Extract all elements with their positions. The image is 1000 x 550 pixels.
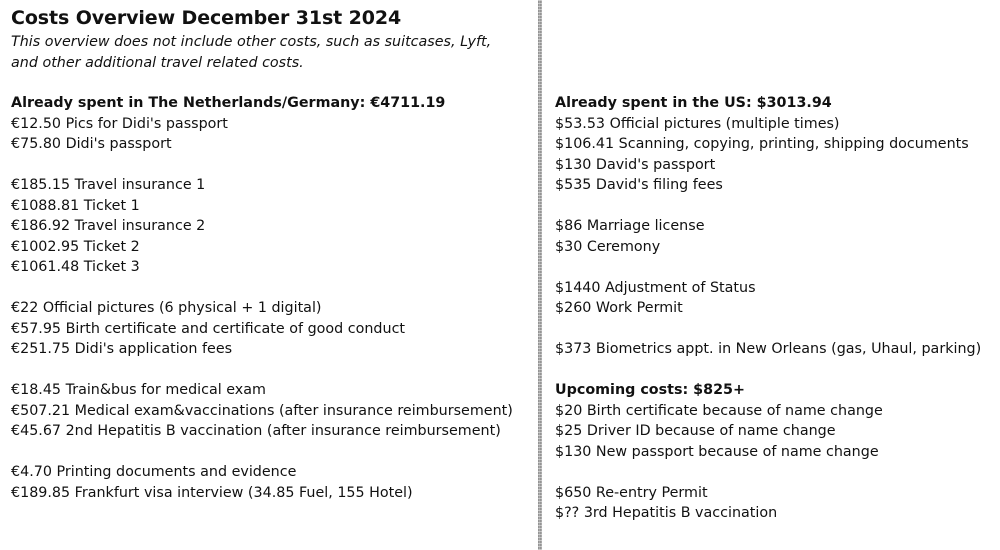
cost-line: $86 Marriage license	[555, 218, 705, 234]
spacer	[11, 155, 513, 176]
cost-group	[11, 175, 513, 278]
cost-line: €57.95 Birth certificate and certificate of good conduct	[11, 320, 406, 337]
section-netherlands-germany	[11, 93, 513, 503]
cost-group	[11, 380, 513, 442]
subtitle-line: and other additional travel related costs.	[11, 54, 304, 71]
cost-line: €185.15 Travel insurance 1	[11, 177, 206, 193]
cost-line: $535 David's filing fees	[555, 177, 723, 193]
section-heading: Upcoming costs: $825+	[555, 382, 745, 398]
cost-line: $650 Re-entry Permit	[555, 484, 708, 501]
spacer	[11, 278, 513, 299]
cost-line: €1088.81 Ticket 1	[11, 197, 140, 214]
subtitle-line: This overview does not include other costs, such as suitcases, Lyft,	[11, 34, 492, 50]
cost-group	[555, 401, 981, 463]
cost-group	[11, 298, 513, 360]
spacer	[11, 442, 513, 463]
cost-line: €186.92 Travel insurance 2	[11, 218, 206, 234]
cost-line: €18.45 Train&bus for medical exam	[11, 382, 266, 398]
cost-line: €12.50 Pics for Didi's passport	[11, 115, 228, 132]
section-us	[555, 93, 981, 524]
cost-group	[11, 114, 513, 155]
cost-line: €1061.48 Ticket 3	[11, 259, 140, 275]
cost-group	[11, 462, 513, 503]
cost-line: $373 Biometrics appt. in New Orleans (gas, Uhaul, parking)	[555, 341, 982, 357]
cost-group	[555, 483, 981, 524]
spacer	[555, 196, 981, 217]
cost-group	[555, 278, 981, 319]
spacer	[555, 360, 981, 381]
cost-line: €75.80 Didi's passport	[11, 136, 172, 152]
cost-line: $20 Birth certificate because of name change	[555, 402, 883, 419]
column-divider	[538, 0, 542, 550]
spacer	[11, 360, 513, 381]
cost-line: €1002.95 Ticket 2	[11, 238, 140, 255]
cost-group	[555, 216, 981, 257]
spacer	[555, 257, 981, 278]
cost-line: €189.85 Frankfurt visa interview (34.85 Fuel, 155 Hotel)	[11, 484, 413, 501]
cost-line: €45.67 2nd Hepatitis B vaccination (after insurance reimbursement)	[11, 423, 501, 439]
cost-line: €22 Official pictures (6 physical + 1 digital)	[11, 300, 322, 316]
spacer	[555, 319, 981, 340]
cost-group	[555, 114, 981, 196]
section-upcoming	[555, 380, 981, 524]
cost-line: $30 Ceremony	[555, 238, 661, 255]
cost-line: $106.41 Scanning, copying, printing, shipping documents	[555, 136, 969, 152]
page-title: Costs Overview December 31st 2024	[11, 7, 402, 29]
cost-line: €251.75 Didi's application fees	[11, 341, 233, 357]
cost-line: $53.53 Official pictures (multiple times)	[555, 115, 840, 132]
cost-line: $1440 Adjustment of Status	[555, 279, 756, 296]
cost-group	[555, 339, 981, 360]
cost-line: $25 Driver ID because of name change	[555, 423, 836, 439]
cost-line: $260 Work Permit	[555, 300, 683, 316]
section-heading: Already spent in The Netherlands/Germany: €4711.19	[11, 95, 446, 111]
page-subtitle	[11, 32, 531, 73]
section-heading: Already spent in the US: $3013.94	[555, 95, 832, 111]
cost-line: $?? 3rd Hepatitis B vaccination	[555, 505, 778, 521]
cost-line: $130 David's passport	[555, 156, 716, 173]
cost-line: €4.70 Printing documents and evidence	[11, 464, 297, 480]
cost-line: €507.21 Medical exam&vaccinations (after insurance reimbursement)	[11, 402, 513, 419]
spacer	[555, 462, 981, 483]
cost-line: $130 New passport because of name change	[555, 443, 879, 460]
